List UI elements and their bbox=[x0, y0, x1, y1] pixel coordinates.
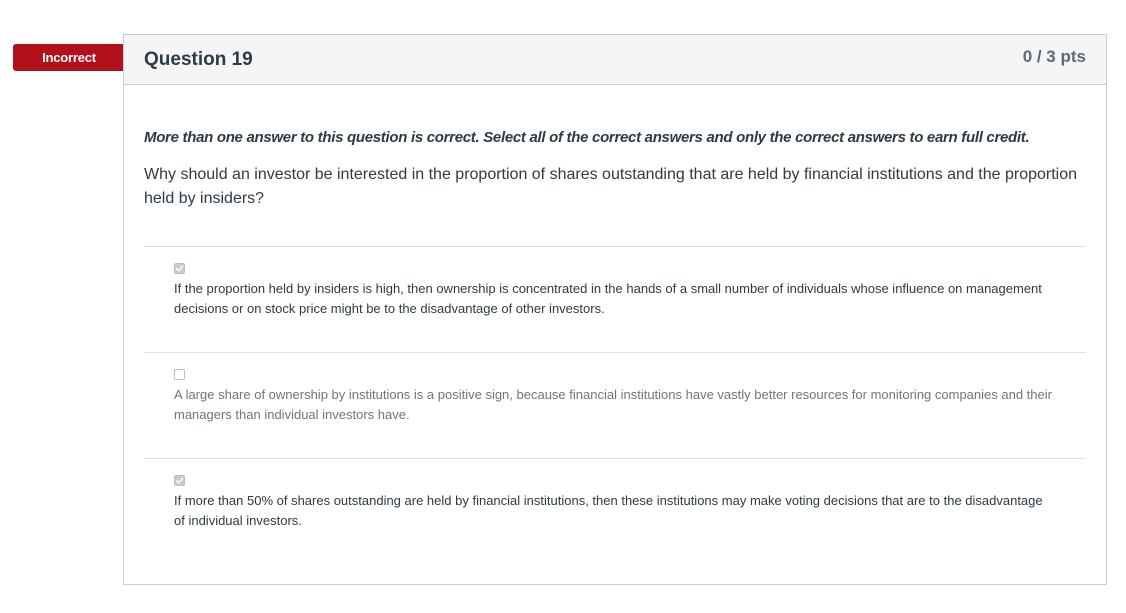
answer-text-3: If more than 50% of shares outstanding are held by financial institutions, then these institutions may make voting decisions that are to the disadvantage of individual investors. bbox=[174, 493, 1043, 528]
question-prompt: Why should an investor be interested in the proportion of shares outstanding that are held by financial institutions and the proportion held by insiders? bbox=[144, 166, 1078, 207]
answer-text-1: If the proportion held by insiders is high, then ownership is concentrated in the hands of a small number of individuals whose influence on management decisions or on stock price might be to the disadvantage of other investors. bbox=[174, 281, 1042, 316]
checkmark-icon bbox=[175, 476, 184, 485]
question-points: 0 / 3 pts bbox=[1022, 47, 1086, 66]
answer-option-3 bbox=[144, 458, 1086, 564]
question-instructions: More than one answer to this question is correct. Select all of the correct answers and only the correct answers to earn full credit. bbox=[144, 129, 1030, 146]
answer-text-2: A large share of ownership by institutions is a positive sign, because financial institutions have vastly better resources for monitoring companies and their managers than individual investors have. bbox=[174, 387, 1052, 422]
incorrect-flag-label: Incorrect bbox=[42, 50, 96, 65]
checkmark-icon bbox=[175, 264, 184, 273]
question-header bbox=[124, 35, 1106, 85]
answer-checkbox-2[interactable] bbox=[174, 369, 185, 380]
question-card bbox=[123, 34, 1107, 585]
answer-option-1 bbox=[144, 246, 1086, 352]
answer-checkbox-3[interactable] bbox=[174, 475, 185, 486]
incorrect-flag bbox=[13, 44, 125, 71]
answer-checkbox-1[interactable] bbox=[174, 263, 185, 274]
answer-option-2 bbox=[144, 352, 1086, 458]
question-title: Question 19 bbox=[144, 49, 253, 70]
